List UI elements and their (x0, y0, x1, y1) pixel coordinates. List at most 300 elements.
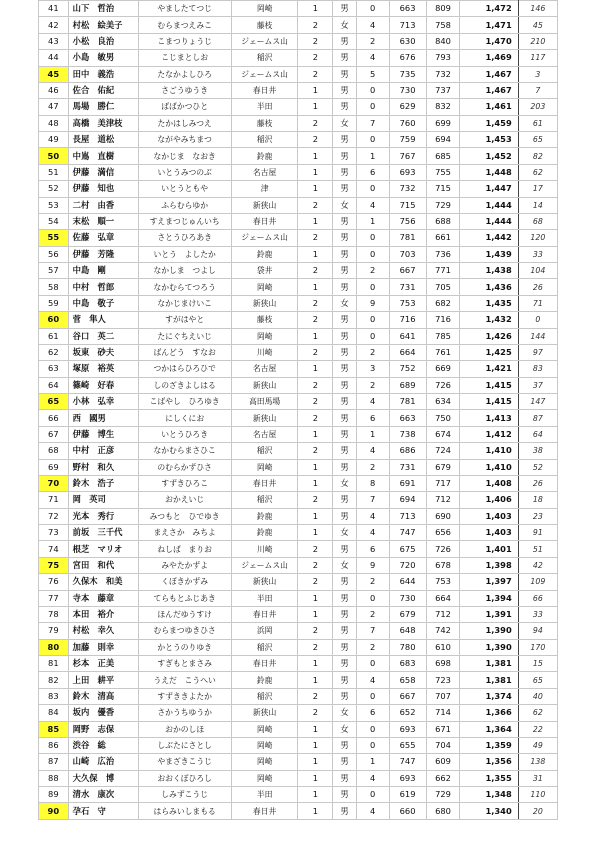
rank-cell: 65 (39, 394, 69, 410)
count-cell: 4 (356, 525, 389, 541)
total-score: 1,442 (460, 230, 518, 246)
total-score: 1,390 (460, 623, 518, 639)
class-cell: 1 (298, 737, 333, 753)
class-cell: 2 (298, 623, 333, 639)
class-cell: 2 (298, 705, 333, 721)
player-name: 中島 敬子 (68, 295, 138, 311)
game1-score: 694 (389, 492, 426, 508)
games-cell: 170 (518, 639, 557, 655)
sex-cell: 男 (333, 426, 356, 442)
count-cell: 0 (356, 328, 389, 344)
rank-cell: 48 (39, 115, 69, 131)
total-score: 1,410 (460, 459, 518, 475)
games-cell: 49 (518, 737, 557, 753)
player-name: 村松 絵美子 (68, 17, 138, 33)
player-name: 坂東 砂夫 (68, 344, 138, 360)
game2-score: 610 (426, 639, 460, 655)
player-kana: ばんどう すなお (138, 344, 231, 360)
total-score: 1,381 (460, 656, 518, 672)
club-name: ジェームス山 (231, 557, 298, 573)
rank-cell: 86 (39, 737, 69, 753)
table-row (39, 459, 558, 475)
player-name: 伊藤 満信 (68, 164, 138, 180)
rank-cell: 85 (39, 721, 69, 737)
rank-cell: 89 (39, 787, 69, 803)
rank-cell: 57 (39, 263, 69, 279)
class-cell: 1 (298, 361, 333, 377)
class-cell: 1 (298, 213, 333, 229)
player-kana: しみずこうじ (138, 787, 231, 803)
player-kana: おかのしほ (138, 721, 231, 737)
player-kana: かとうのりゆき (138, 639, 231, 655)
sex-cell: 男 (333, 132, 356, 148)
count-cell: 9 (356, 295, 389, 311)
sex-cell: 女 (333, 525, 356, 541)
count-cell: 6 (356, 410, 389, 426)
game2-score: 724 (426, 443, 460, 459)
class-cell: 2 (298, 557, 333, 573)
rank-cell: 54 (39, 213, 69, 229)
club-name: 藤枝 (231, 312, 298, 328)
player-name: 宮田 和代 (68, 557, 138, 573)
player-name: 岡 英司 (68, 492, 138, 508)
sex-cell: 男 (333, 230, 356, 246)
class-cell: 1 (298, 525, 333, 541)
sex-cell: 男 (333, 574, 356, 590)
game1-score: 738 (389, 426, 426, 442)
sex-cell: 男 (333, 279, 356, 295)
game2-score: 662 (426, 770, 460, 786)
game2-score: 758 (426, 17, 460, 33)
total-score: 1,348 (460, 787, 518, 803)
count-cell: 1 (356, 426, 389, 442)
rank-cell: 83 (39, 688, 69, 704)
count-cell: 2 (356, 639, 389, 655)
game1-score: 759 (389, 132, 426, 148)
total-score: 1,448 (460, 164, 518, 180)
sex-cell: 男 (333, 688, 356, 704)
game1-score: 641 (389, 328, 426, 344)
game1-score: 630 (389, 33, 426, 49)
game2-score: 712 (426, 606, 460, 622)
total-score: 1,397 (460, 574, 518, 590)
games-cell: 94 (518, 623, 557, 639)
player-name: 小松 良治 (68, 33, 138, 49)
game1-score: 747 (389, 525, 426, 541)
class-cell: 2 (298, 66, 333, 82)
player-kana: まえさか みちよ (138, 525, 231, 541)
sex-cell: 男 (333, 803, 356, 819)
total-score: 1,356 (460, 754, 518, 770)
game2-score: 712 (426, 492, 460, 508)
class-cell: 2 (298, 394, 333, 410)
games-cell: 37 (518, 377, 557, 393)
class-cell: 1 (298, 787, 333, 803)
club-name: 春日井 (231, 606, 298, 622)
games-cell: 17 (518, 181, 557, 197)
player-name: 中島 剛 (68, 263, 138, 279)
class-cell: 2 (298, 197, 333, 213)
games-cell: 147 (518, 394, 557, 410)
count-cell: 1 (356, 754, 389, 770)
games-cell: 117 (518, 50, 557, 66)
game1-score: 648 (389, 623, 426, 639)
table-row (39, 66, 558, 82)
player-name: 伊藤 芳隆 (68, 246, 138, 262)
sex-cell: 男 (333, 99, 356, 115)
rank-cell: 68 (39, 443, 69, 459)
player-kana: おかえいじ (138, 492, 231, 508)
club-name: 岡崎 (231, 279, 298, 295)
club-name: 稲沢 (231, 492, 298, 508)
game2-score: 688 (426, 213, 460, 229)
club-name: 津 (231, 181, 298, 197)
player-kana: いとうともや (138, 181, 231, 197)
class-cell: 1 (298, 328, 333, 344)
rank-cell: 81 (39, 656, 69, 672)
table-row (39, 99, 558, 115)
count-cell: 0 (356, 721, 389, 737)
game1-score: 655 (389, 737, 426, 753)
class-cell: 2 (298, 230, 333, 246)
player-kana: たにぐちえいじ (138, 328, 231, 344)
club-name: 岡崎 (231, 770, 298, 786)
game1-score: 686 (389, 443, 426, 459)
class-cell: 2 (298, 344, 333, 360)
games-cell: 68 (518, 213, 557, 229)
club-name: 新狭山 (231, 197, 298, 213)
sex-cell: 女 (333, 721, 356, 737)
count-cell: 0 (356, 132, 389, 148)
class-cell: 1 (298, 1, 333, 17)
table-row (39, 115, 558, 131)
club-name: 鈴鹿 (231, 525, 298, 541)
class-cell: 1 (298, 279, 333, 295)
game1-score: 676 (389, 50, 426, 66)
game1-score: 703 (389, 246, 426, 262)
player-name: 塚原 裕英 (68, 361, 138, 377)
club-name: 新狭山 (231, 377, 298, 393)
game2-score: 753 (426, 574, 460, 590)
total-score: 1,444 (460, 197, 518, 213)
club-name: 鈴鹿 (231, 148, 298, 164)
player-kana: しぶたにさとし (138, 737, 231, 753)
class-cell: 2 (298, 377, 333, 393)
table-row (39, 770, 558, 786)
game2-score: 680 (426, 803, 460, 819)
class-cell: 2 (298, 33, 333, 49)
class-cell: 2 (298, 115, 333, 131)
player-name: 杉本 正美 (68, 656, 138, 672)
table-row (39, 590, 558, 606)
table-row (39, 132, 558, 148)
game2-score: 678 (426, 557, 460, 573)
club-name: 高田馬場 (231, 394, 298, 410)
table-row (39, 623, 558, 639)
count-cell: 4 (356, 394, 389, 410)
class-cell: 1 (298, 754, 333, 770)
sex-cell: 男 (333, 312, 356, 328)
player-name: 篠崎 好春 (68, 377, 138, 393)
rank-cell: 56 (39, 246, 69, 262)
total-score: 1,471 (460, 17, 518, 33)
game1-score: 691 (389, 475, 426, 491)
count-cell: 0 (356, 312, 389, 328)
player-name: 佐藤 弘章 (68, 230, 138, 246)
game1-score: 693 (389, 721, 426, 737)
table-row (39, 426, 558, 442)
table-row (39, 164, 558, 180)
games-cell: 71 (518, 295, 557, 311)
class-cell: 2 (298, 688, 333, 704)
total-score: 1,374 (460, 688, 518, 704)
game1-score: 619 (389, 787, 426, 803)
player-name: 本田 裕介 (68, 606, 138, 622)
rank-cell: 59 (39, 295, 69, 311)
count-cell: 2 (356, 459, 389, 475)
table-row (39, 606, 558, 622)
class-cell: 1 (298, 164, 333, 180)
sex-cell: 男 (333, 1, 356, 17)
player-name: 馬場 勝仁 (68, 99, 138, 115)
rank-cell: 71 (39, 492, 69, 508)
sex-cell: 男 (333, 82, 356, 98)
count-cell: 3 (356, 361, 389, 377)
player-kana: すずきひろこ (138, 475, 231, 491)
games-cell: 83 (518, 361, 557, 377)
games-cell: 138 (518, 754, 557, 770)
sex-cell: 男 (333, 737, 356, 753)
total-score: 1,469 (460, 50, 518, 66)
club-name: 稲沢 (231, 132, 298, 148)
player-name: 前坂 三千代 (68, 525, 138, 541)
total-score: 1,406 (460, 492, 518, 508)
games-cell: 87 (518, 410, 557, 426)
total-score: 1,390 (460, 639, 518, 655)
game2-score: 729 (426, 197, 460, 213)
rank-cell: 77 (39, 590, 69, 606)
sex-cell: 男 (333, 361, 356, 377)
game2-score: 682 (426, 295, 460, 311)
player-kana: ほんだゆうすけ (138, 606, 231, 622)
game1-score: 663 (389, 1, 426, 17)
player-kana: こばやし ひろゆき (138, 394, 231, 410)
games-cell: 14 (518, 197, 557, 213)
table-row (39, 17, 558, 33)
class-cell: 1 (298, 606, 333, 622)
club-name: 岡崎 (231, 1, 298, 17)
game1-score: 735 (389, 66, 426, 82)
rank-cell: 52 (39, 181, 69, 197)
game2-score: 694 (426, 132, 460, 148)
rank-cell: 66 (39, 410, 69, 426)
games-cell: 52 (518, 459, 557, 475)
sex-cell: 男 (333, 459, 356, 475)
table-row (39, 361, 558, 377)
games-cell: 3 (518, 66, 557, 82)
player-kana: みやたかずよ (138, 557, 231, 573)
game2-score: 732 (426, 66, 460, 82)
player-name: 中村 哲郎 (68, 279, 138, 295)
player-kana: さかうちゆうか (138, 705, 231, 721)
games-cell: 45 (518, 17, 557, 33)
sex-cell: 女 (333, 705, 356, 721)
count-cell: 0 (356, 82, 389, 98)
club-name: 川崎 (231, 344, 298, 360)
class-cell: 1 (298, 82, 333, 98)
total-score: 1,401 (460, 541, 518, 557)
game2-score: 674 (426, 426, 460, 442)
games-cell: 146 (518, 1, 557, 17)
player-kana: こまつりょうじ (138, 33, 231, 49)
game2-score: 793 (426, 50, 460, 66)
total-score: 1,381 (460, 672, 518, 688)
total-score: 1,467 (460, 66, 518, 82)
player-name: 孕石 守 (68, 803, 138, 819)
player-kana: ながやみちまつ (138, 132, 231, 148)
ranking-table (38, 0, 558, 820)
club-name: 半田 (231, 590, 298, 606)
rank-cell: 64 (39, 377, 69, 393)
game2-score: 832 (426, 99, 460, 115)
rank-cell: 41 (39, 1, 69, 17)
player-kana: なかむらまさひこ (138, 443, 231, 459)
games-cell: 210 (518, 33, 557, 49)
rank-cell: 78 (39, 606, 69, 622)
sex-cell: 男 (333, 33, 356, 49)
club-name: 稲沢 (231, 688, 298, 704)
sex-cell: 男 (333, 263, 356, 279)
rank-cell: 45 (39, 66, 69, 82)
table-row (39, 737, 558, 753)
game2-score: 705 (426, 279, 460, 295)
rank-cell: 70 (39, 475, 69, 491)
game2-score: 736 (426, 246, 460, 262)
table-row (39, 492, 558, 508)
sex-cell: 男 (333, 492, 356, 508)
count-cell: 4 (356, 443, 389, 459)
game1-score: 663 (389, 410, 426, 426)
class-cell: 2 (298, 639, 333, 655)
game1-score: 713 (389, 17, 426, 33)
club-name: 鈴鹿 (231, 672, 298, 688)
game2-score: 679 (426, 459, 460, 475)
games-cell: 62 (518, 164, 557, 180)
sex-cell: 男 (333, 606, 356, 622)
player-name: 大久保 博 (68, 770, 138, 786)
class-cell: 1 (298, 770, 333, 786)
games-cell: 120 (518, 230, 557, 246)
sex-cell: 男 (333, 50, 356, 66)
rank-cell: 58 (39, 279, 69, 295)
club-name: 浜岡 (231, 623, 298, 639)
table-row (39, 705, 558, 721)
game2-score: 717 (426, 475, 460, 491)
game2-score: 726 (426, 377, 460, 393)
total-score: 1,432 (460, 312, 518, 328)
player-name: 中村 正彦 (68, 443, 138, 459)
table-row (39, 279, 558, 295)
total-score: 1,461 (460, 99, 518, 115)
games-cell: 66 (518, 590, 557, 606)
player-name: 坂内 優香 (68, 705, 138, 721)
rank-cell: 74 (39, 541, 69, 557)
game1-score: 713 (389, 508, 426, 524)
class-cell: 1 (298, 459, 333, 475)
game1-score: 693 (389, 164, 426, 180)
game2-score: 729 (426, 787, 460, 803)
game2-score: 742 (426, 623, 460, 639)
total-score: 1,403 (460, 525, 518, 541)
player-kana: のむらかずひさ (138, 459, 231, 475)
games-cell: 61 (518, 115, 557, 131)
table-row (39, 1, 558, 17)
player-name: 末松 順一 (68, 213, 138, 229)
table-row (39, 33, 558, 49)
sex-cell: 男 (333, 148, 356, 164)
rank-cell: 43 (39, 33, 69, 49)
game1-score: 731 (389, 459, 426, 475)
table-row (39, 148, 558, 164)
player-kana: くぼきかずみ (138, 574, 231, 590)
club-name: 岡崎 (231, 328, 298, 344)
game2-score: 634 (426, 394, 460, 410)
player-name: 田中 義浩 (68, 66, 138, 82)
table-row (39, 197, 558, 213)
club-name: ジェームス山 (231, 33, 298, 49)
player-kana: なかじまけいこ (138, 295, 231, 311)
club-name: 新狭山 (231, 295, 298, 311)
games-cell: 203 (518, 99, 557, 115)
count-cell: 1 (356, 148, 389, 164)
player-kana: むらまつゆきひさ (138, 623, 231, 639)
game1-score: 679 (389, 606, 426, 622)
sex-cell: 男 (333, 623, 356, 639)
player-kana: いとうみつのぶ (138, 164, 231, 180)
count-cell: 0 (356, 590, 389, 606)
table-row (39, 82, 558, 98)
table-row (39, 246, 558, 262)
club-name: ジェームス山 (231, 230, 298, 246)
sex-cell: 男 (333, 754, 356, 770)
club-name: 稲沢 (231, 50, 298, 66)
game2-score: 726 (426, 541, 460, 557)
sex-cell: 女 (333, 475, 356, 491)
player-kana: ばばかつひと (138, 99, 231, 115)
player-kana: なかじま なおき (138, 148, 231, 164)
club-name: 稲沢 (231, 443, 298, 459)
rank-cell: 80 (39, 639, 69, 655)
total-score: 1,453 (460, 132, 518, 148)
class-cell: 1 (298, 803, 333, 819)
table-row (39, 213, 558, 229)
player-name: 根芝 マリオ (68, 541, 138, 557)
count-cell: 4 (356, 50, 389, 66)
total-score: 1,366 (460, 705, 518, 721)
games-cell: 33 (518, 246, 557, 262)
game1-score: 780 (389, 639, 426, 655)
class-cell: 2 (298, 492, 333, 508)
count-cell: 0 (356, 246, 389, 262)
game1-score: 652 (389, 705, 426, 721)
total-score: 1,436 (460, 279, 518, 295)
rank-cell: 46 (39, 82, 69, 98)
sex-cell: 男 (333, 410, 356, 426)
count-cell: 7 (356, 623, 389, 639)
games-cell: 62 (518, 705, 557, 721)
total-score: 1,459 (460, 115, 518, 131)
game1-score: 756 (389, 213, 426, 229)
